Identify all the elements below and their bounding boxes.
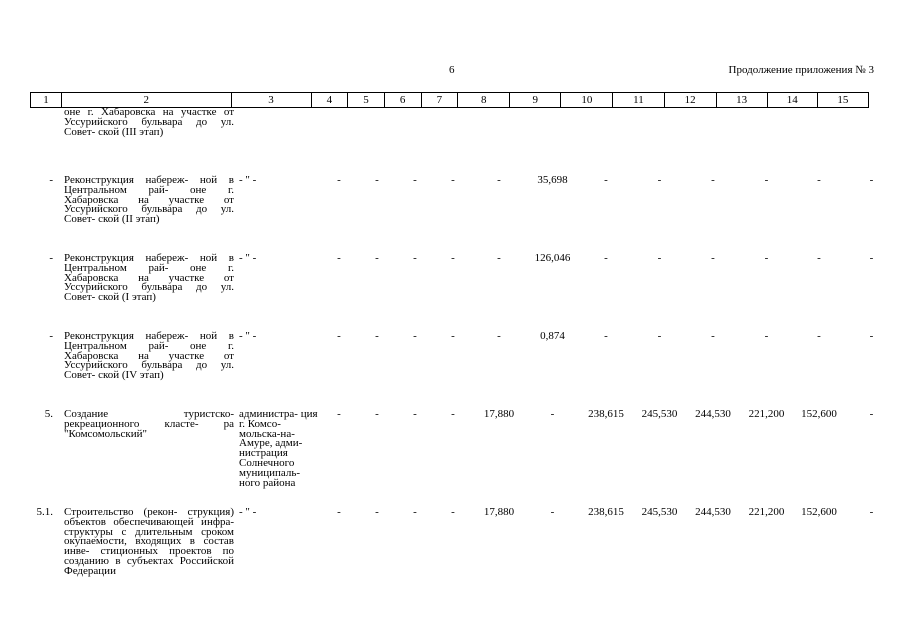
value-cell: -: [337, 252, 341, 264]
value-cell: -: [337, 408, 341, 420]
column-header: 9: [509, 93, 560, 107]
value-cell: 244,530: [695, 408, 731, 420]
value-cell: -: [451, 408, 455, 420]
row-name: Реконструкция набереж- ной в Центральном рай- оне г. Хабаровска на участке от Уссурийского бульвара до ул. Совет- ской (IV этап): [64, 330, 234, 382]
value-cell: -: [337, 174, 341, 186]
value-cell: -: [817, 252, 821, 264]
value-cell: -: [375, 174, 379, 186]
value-cell: -: [375, 252, 379, 264]
value-cell: 244,530: [695, 506, 731, 518]
value-cell: -: [711, 174, 715, 186]
value-cell: 238,615: [588, 506, 624, 518]
row-executor: - " -: [239, 506, 257, 518]
value-cell: -: [869, 252, 874, 264]
column-header: 8: [457, 93, 509, 107]
value-cell: [686, 108, 740, 166]
column-header: 2: [61, 93, 231, 107]
value-cell: -: [413, 174, 417, 186]
value-cell: -: [413, 408, 417, 420]
row-executor: - " -: [239, 252, 257, 264]
value-cell: -: [869, 330, 874, 342]
row-number: 5.: [44, 408, 53, 420]
value-cell: 126,046: [534, 252, 571, 264]
row-name: Реконструкция набереж- ной в Центральном рай- оне г. Хабаровска на участке от Уссурийского бульвара до ул. Совет- ской (I этап): [64, 252, 234, 304]
value-cell: -: [451, 252, 455, 264]
row-number: -: [49, 252, 53, 264]
value-cell: -: [657, 174, 662, 186]
column-header: 5: [347, 93, 384, 107]
value-cell: [320, 108, 358, 166]
value-cell: -: [375, 330, 379, 342]
row-executor: [237, 108, 320, 166]
value-cell: [526, 108, 579, 166]
value-cell: 238,615: [588, 408, 624, 420]
value-cell: 152,600: [801, 506, 837, 518]
value-cell: 35,698: [537, 174, 568, 186]
column-header: 11: [612, 93, 663, 107]
table-row: [30, 322, 898, 400]
value-cell: [434, 108, 472, 166]
value-cell: -: [413, 330, 417, 342]
value-cell: -: [337, 330, 341, 342]
value-cell: -: [497, 174, 501, 186]
value-cell: -: [451, 506, 455, 518]
column-header: 7: [421, 93, 458, 107]
value-cell: -: [497, 330, 501, 342]
row-name: оне г. Хабаровска на участке от Уссурийского бульвара до ул. Совет- ской (III этап): [64, 106, 234, 138]
value-cell: -: [413, 252, 417, 264]
row-name: Строительство (рекон- струкция) объектов обеспечивающей инфра- структуры с длительным сроком окупаемости, входящих в состав инве- стиционных проектов по созданию в субъектах Российской Федерации: [64, 506, 234, 577]
value-cell: 221,200: [748, 408, 785, 420]
value-cell: [740, 108, 793, 166]
value-cell: 152,600: [801, 408, 837, 420]
column-header: 1: [43, 94, 49, 106]
column-header: 14: [767, 93, 817, 107]
column-header: 4: [311, 93, 348, 107]
value-cell: [793, 108, 845, 166]
value-cell: -: [550, 408, 555, 420]
value-cell: -: [711, 330, 715, 342]
column-header: 6: [384, 93, 421, 107]
value-cell: -: [451, 330, 455, 342]
value-cell: [579, 108, 633, 166]
value-cell: -: [413, 506, 417, 518]
value-cell: -: [497, 252, 501, 264]
value-cell: -: [869, 506, 874, 518]
value-cell: [633, 108, 686, 166]
value-cell: -: [764, 330, 769, 342]
value-cell: [845, 108, 898, 166]
row-executor: - " -: [239, 330, 257, 342]
value-cell: 17,880: [483, 408, 515, 420]
row-number: -: [49, 174, 53, 186]
value-cell: 17,880: [483, 506, 515, 518]
value-cell: -: [604, 330, 608, 342]
value-cell: -: [337, 506, 341, 518]
column-header: 13: [716, 93, 767, 107]
table-row: [30, 108, 898, 166]
value-cell: -: [451, 174, 455, 186]
column-header: 10: [560, 93, 612, 107]
value-cell: -: [817, 330, 821, 342]
column-header: 12: [664, 93, 716, 107]
row-number: 5.1.: [36, 506, 53, 518]
value-cell: -: [375, 506, 379, 518]
table-row: [30, 498, 898, 598]
table-row: [30, 244, 898, 322]
value-cell: [396, 108, 434, 166]
row-number: [30, 108, 61, 166]
row-number: -: [49, 330, 53, 342]
continuation-title: Продолжение приложения № 3: [728, 64, 874, 76]
row-name: Создание туристско- рекреационного класте- ра "Комсомольский": [64, 408, 234, 440]
row-executor: - " -: [239, 174, 257, 186]
value-cell: -: [817, 174, 821, 186]
value-cell: [472, 108, 526, 166]
value-cell: [358, 108, 396, 166]
value-cell: -: [711, 252, 715, 264]
value-cell: -: [375, 408, 379, 420]
value-cell: -: [657, 252, 662, 264]
value-cell: -: [657, 330, 662, 342]
value-cell: 221,200: [748, 506, 785, 518]
value-cell: -: [604, 252, 608, 264]
value-cell: 245,530: [641, 506, 678, 518]
page-number: 6: [449, 64, 455, 76]
row-name: Реконструкция набереж- ной в Центральном рай- оне г. Хабаровска на участке от Уссурийского бульвара до ул. Совет- ской (II этап): [64, 174, 234, 226]
value-cell: -: [869, 408, 874, 420]
value-cell: -: [869, 174, 874, 186]
value-cell: -: [604, 174, 608, 186]
table-row: [30, 400, 898, 498]
column-header: 3: [231, 93, 311, 107]
column-header: 15: [817, 93, 868, 107]
value-cell: 245,530: [641, 408, 678, 420]
row-executor: администра- ция г. Комсо- мольска-на- Амуре, адми- нистрация Солнечного муниципаль- ного района: [239, 408, 318, 489]
table-row: [30, 166, 898, 244]
value-cell: -: [764, 252, 769, 264]
value-cell: -: [550, 506, 555, 518]
value-cell: -: [764, 174, 769, 186]
value-cell: 0,874: [540, 330, 565, 342]
